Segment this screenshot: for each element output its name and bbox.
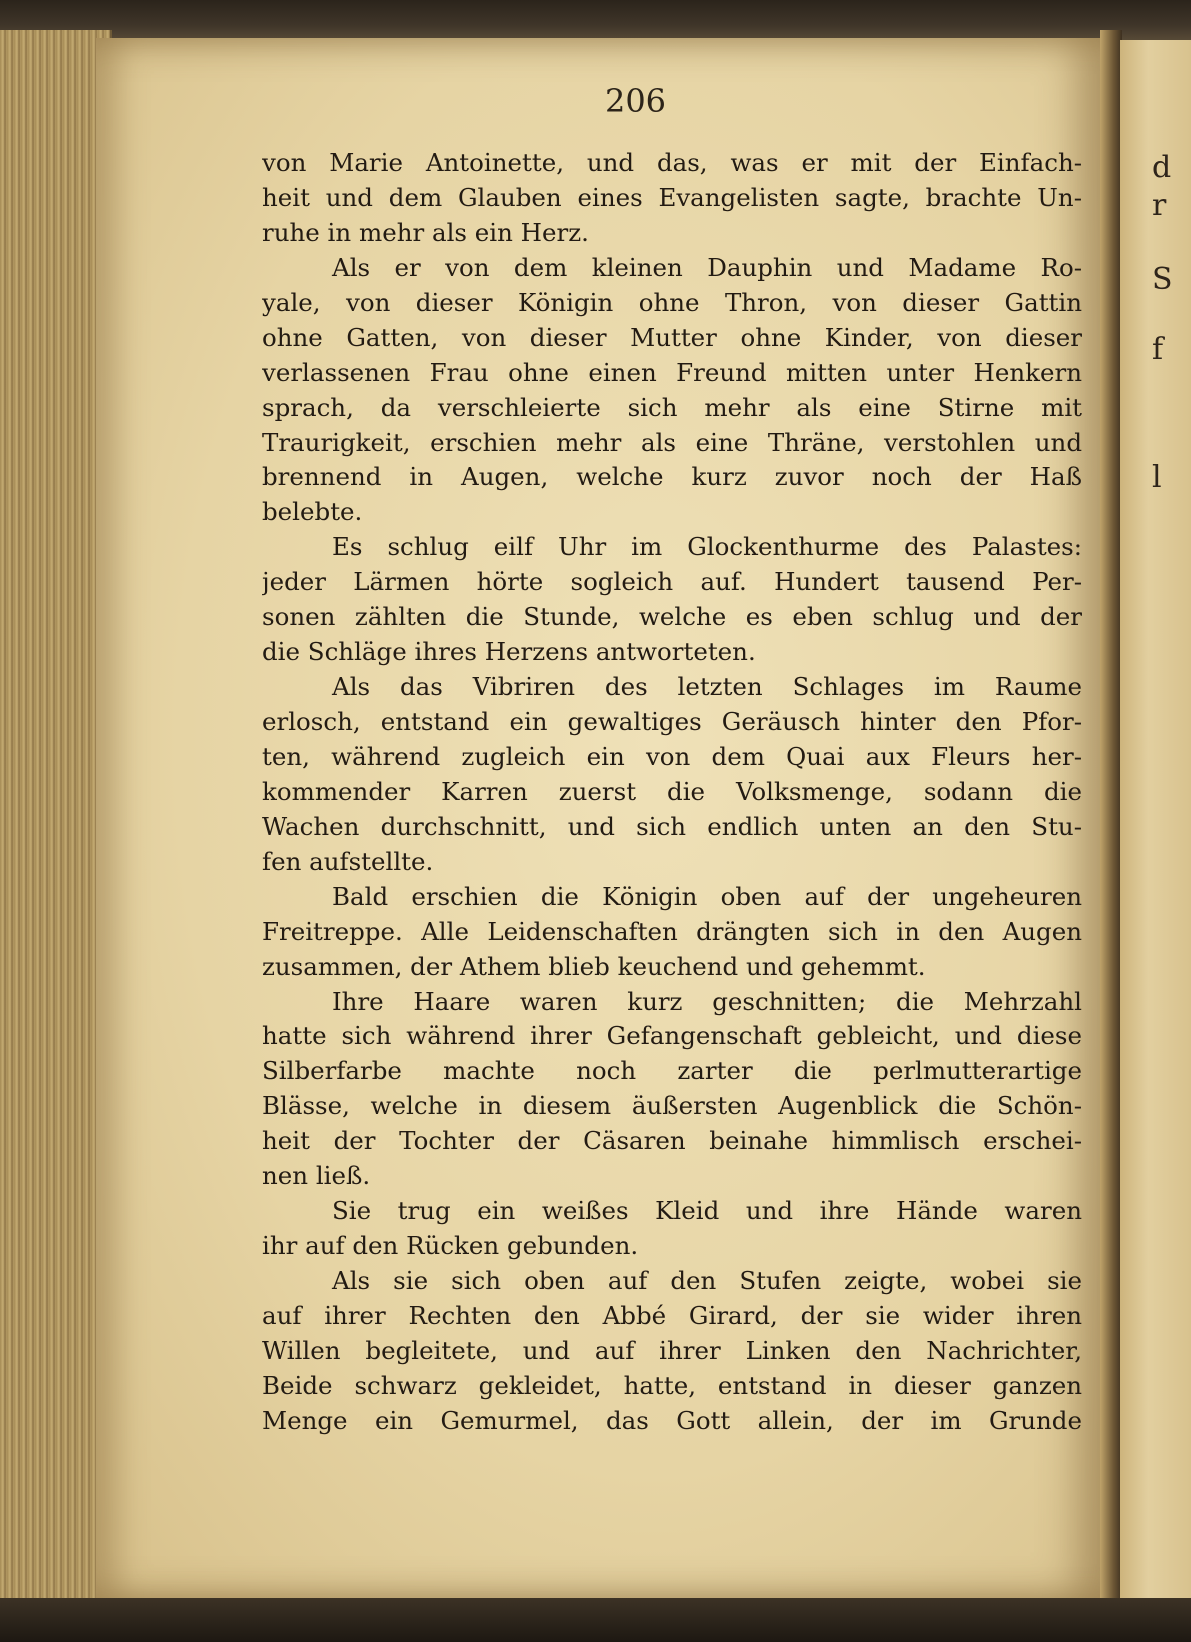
facing-page-letter: r bbox=[1152, 188, 1167, 223]
text-line: yale, von dieser Königin ohne Thron, von dieser Gattin bbox=[262, 287, 1082, 317]
text-line: auf ihrer Rechten den Abbé Girard, der sie wider ihren bbox=[262, 1300, 1082, 1330]
book-bottom-edge bbox=[0, 1598, 1191, 1642]
book-gutter bbox=[1100, 30, 1122, 1605]
facing-page-edge bbox=[1120, 40, 1191, 1600]
text-line: Wachen durchschnitt, und sich endlich unten an den Stu- bbox=[262, 811, 1082, 841]
text-line: die Schläge ihres Herzens antworteten. bbox=[262, 637, 756, 667]
text-line: Bald erschien die Königin oben auf der ungeheuren bbox=[332, 881, 1082, 911]
facing-page-letter: f bbox=[1152, 332, 1164, 367]
text-line: sonen zählten die Stunde, welche es eben schlug und der bbox=[262, 602, 1082, 632]
facing-page-letter: d bbox=[1152, 150, 1172, 185]
text-line: Ihre Haare waren kurz geschnitten; die Mehrzahl bbox=[332, 986, 1082, 1016]
text-line: Silberfarbe machte noch zarter die perlmutterartige bbox=[262, 1056, 1082, 1086]
text-line: Traurigkeit, erschien mehr als eine Thräne, verstohlen und bbox=[262, 427, 1082, 457]
text-line: ohne Gatten, von dieser Mutter ohne Kinder, von dieser bbox=[262, 322, 1082, 352]
text-line: ten, während zugleich ein von dem Quai aux Fleurs her- bbox=[262, 741, 1082, 771]
text-line: brennend in Augen, welche kurz zuvor noch der Haß bbox=[262, 462, 1082, 492]
text-line: Sie trug ein weißes Kleid und ihre Hände waren bbox=[332, 1196, 1082, 1226]
text-line: hatte sich während ihrer Gefangenschaft gebleicht, und diese bbox=[262, 1021, 1082, 1051]
text-line: nen ließ. bbox=[262, 1161, 371, 1191]
text-line: Als das Vibriren des letzten Schlages im Raume bbox=[332, 672, 1082, 702]
text-line: ihr auf den Rücken gebunden. bbox=[262, 1231, 639, 1261]
text-line: ruhe in mehr als ein Herz. bbox=[262, 217, 589, 247]
text-line: belebte. bbox=[262, 497, 363, 527]
text-line: Es schlug eilf Uhr im Glockenthurme des Palastes: bbox=[332, 532, 1082, 562]
text-line: Blässe, welche in diesem äußersten Augenblick die Schön- bbox=[262, 1091, 1082, 1121]
text-line: Als er von dem kleinen Dauphin und Madame Ro- bbox=[332, 252, 1082, 282]
text-line: Beide schwarz gekleidet, hatte, entstand in dieser ganzen bbox=[262, 1370, 1082, 1400]
text-line: sprach, da verschleierte sich mehr als eine Stirne mit bbox=[262, 392, 1082, 422]
text-line: jeder Lärmen hörte sogleich auf. Hundert tausend Per- bbox=[262, 567, 1082, 597]
text-line: Menge ein Gemurmel, das Gott allein, der im Grunde bbox=[262, 1405, 1082, 1435]
page-number: 206 bbox=[604, 82, 667, 120]
text-line: heit und dem Glauben eines Evangelisten sagte, brachte Un- bbox=[262, 182, 1082, 212]
text-line: heit der Tochter der Cäsaren beinahe himmlisch erschei- bbox=[262, 1126, 1082, 1156]
body-text bbox=[262, 146, 1082, 1439]
text-line: verlassenen Frau ohne einen Freund mitten unter Henkern bbox=[262, 357, 1082, 387]
text-line: Freitreppe. Alle Leidenschaften drängten sich in den Augen bbox=[262, 916, 1082, 946]
text-line: fen aufstellte. bbox=[262, 846, 434, 876]
facing-page-letter: S bbox=[1152, 262, 1173, 297]
text-line: von Marie Antoinette, und das, was er mit der Einfach- bbox=[262, 148, 1082, 177]
text-line: Als sie sich oben auf den Stufen zeigte, wobei sie bbox=[332, 1266, 1082, 1295]
facing-page-letter: l bbox=[1152, 460, 1162, 495]
text-line: kommender Karren zuerst die Volksmenge, sodann die bbox=[262, 776, 1082, 806]
text-line: Willen begleitete, und auf ihrer Linken den Nachrichter, bbox=[262, 1335, 1082, 1365]
book-top-edge bbox=[0, 0, 1191, 42]
text-line: erlosch, entstand ein gewaltiges Geräusch hinter den Pfor- bbox=[262, 707, 1082, 736]
text-line: zusammen, der Athem blieb keuchend und gehemmt. bbox=[262, 951, 926, 981]
